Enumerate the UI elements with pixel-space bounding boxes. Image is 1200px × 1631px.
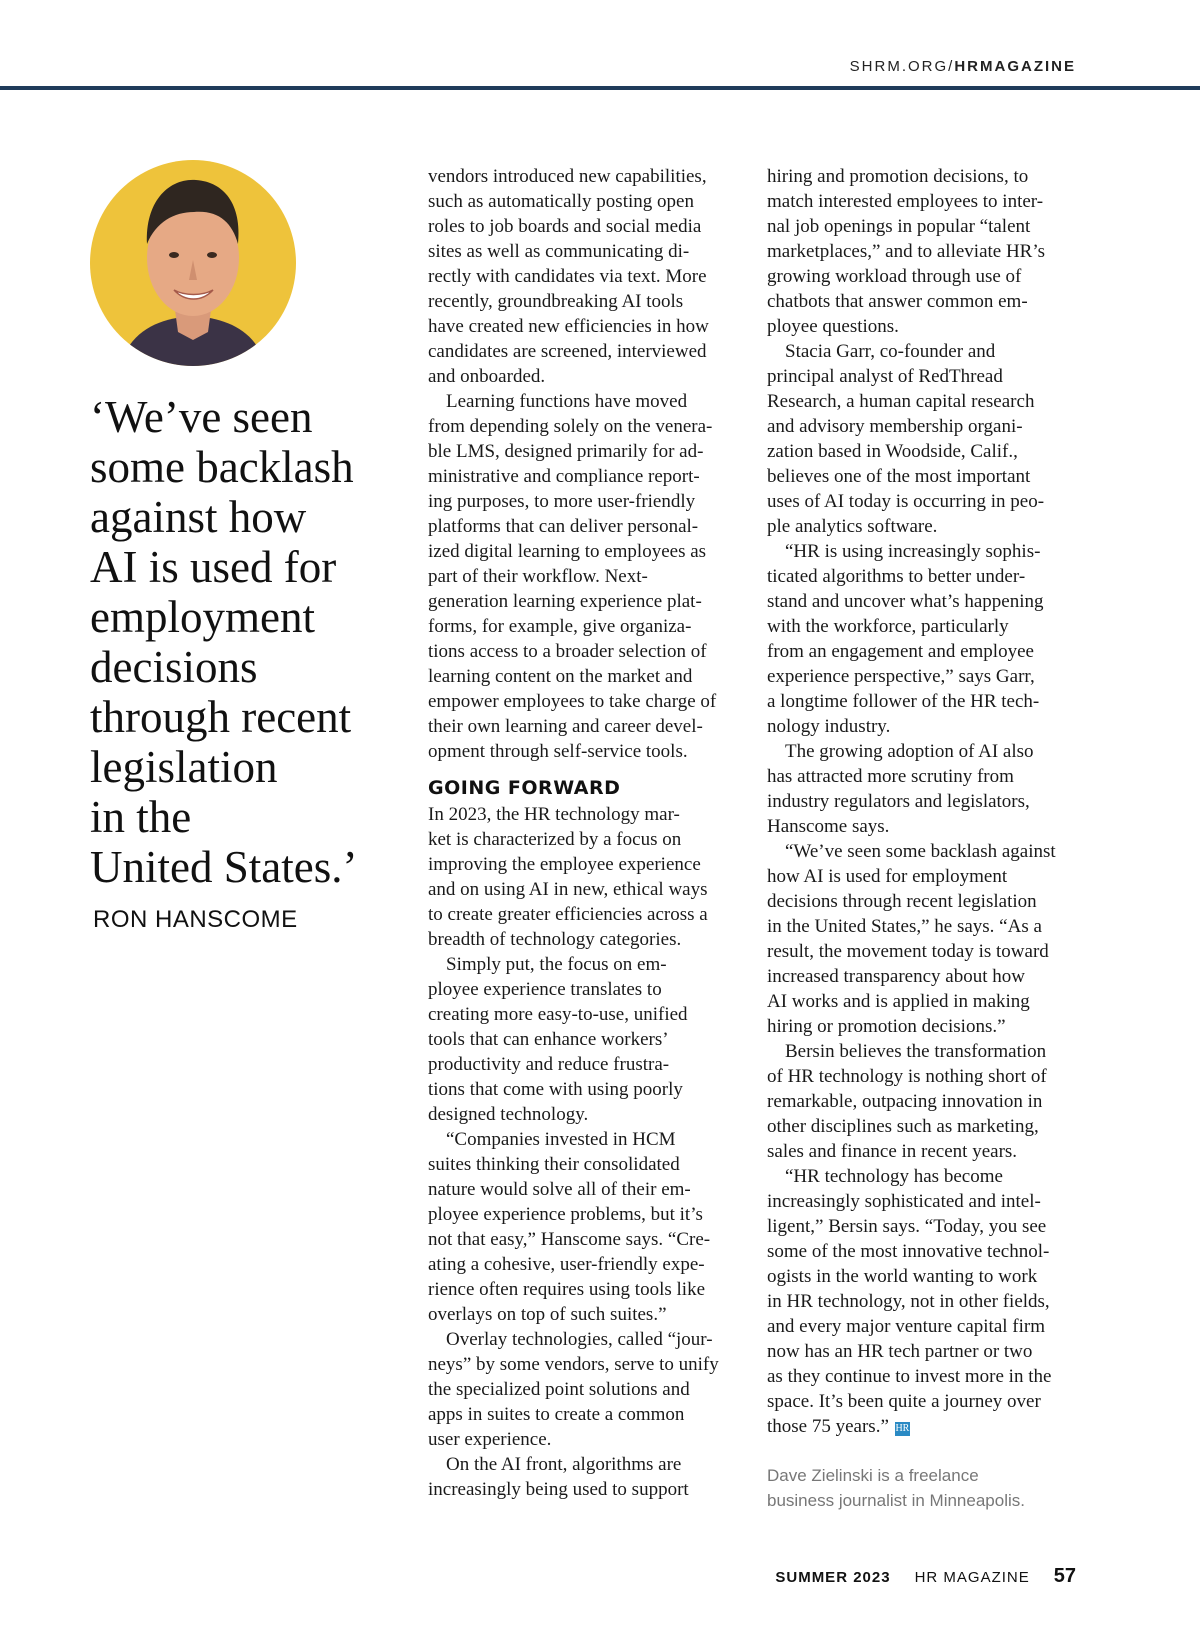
text-line: ployee experience translates to [428,979,662,1000]
text-line: ligent,” Bersin says. “Today, you see [767,1216,1047,1237]
bio-line: business journalist in Minneapolis. [767,1491,1025,1510]
text-line: roles to job boards and social media [428,216,702,237]
text-line: productivity and reduce frustra- [428,1054,670,1075]
text-line-last [767,1414,1085,1439]
paragraph [428,389,738,764]
text-line: neys” by some vendors, serve to unify [428,1354,719,1375]
text-line: “We’ve seen some backlash against [785,841,1056,862]
site-url-prefix: SHRM.ORG/ [849,58,955,75]
text-line: ble LMS, designed primarily for ad- [428,441,704,462]
text-line: ministrative and compliance report- [428,466,700,487]
pull-quote-line: in the [90,792,192,842]
text-line: Bersin believes the transformation [785,1041,1047,1062]
portrait-illustration [90,160,296,366]
text-line: overlays on top of such suites.” [428,1304,667,1325]
text-line: ployee questions. [767,316,899,337]
text-line: apps in suites to create a common [428,1404,685,1425]
text-line: other disciplines such as marketing, [767,1116,1039,1137]
pull-quote [90,392,380,892]
text-line: increasingly sophisticated and intel- [767,1191,1041,1212]
text-line: increasingly being used to support [428,1479,689,1500]
text-line: ized digital learning to employees as [428,541,707,562]
text-line: such as automatically posting open [428,191,694,212]
header-rule [0,86,1200,90]
text-line: suites thinking their consolidated [428,1154,680,1175]
text-line: The growing adoption of AI also [785,741,1034,762]
text-line: hiring or promotion decisions.” [767,1016,1006,1037]
text-line: designed technology. [428,1104,589,1125]
text-line: and every major venture capital firm [767,1316,1046,1337]
text-line: ticated algorithms to better under- [767,566,1026,587]
text-line: candidates are screened, interviewed [428,341,707,362]
section-heading: GOING FORWARD [428,777,621,799]
pull-quote-line: legislation [90,742,278,792]
paragraph [428,1452,738,1502]
paragraph [428,802,738,952]
text-line: now has an HR tech partner or two [767,1341,1033,1362]
text-line: ployee experience problems, but it’s [428,1204,703,1225]
text-line: has attracted more scrutiny from [767,766,1014,787]
text-line: In 2023, the HR technology mar- [428,804,680,825]
text-line: vendors introduced new capabilities, [428,166,707,187]
paragraph [767,1164,1085,1439]
text-line: creating more easy-to-use, unified [428,1004,688,1025]
pull-quote-line: AI is used for [90,542,337,592]
text-line: zation based in Woodside, Calif., [767,441,1018,462]
paragraph [428,1327,738,1452]
text-line: how AI is used for employment [767,866,1008,887]
text-line: result, the movement today is toward [767,941,1049,962]
paragraph [428,164,738,389]
text-line: a longtime follower of the HR tech- [767,691,1040,712]
text-line: in the United States,” he says. “As a [767,916,1042,937]
text-line: nal job openings in popular “talent [767,216,1031,237]
text-line: recently, groundbreaking AI tools [428,291,684,312]
text-line: believes one of the most important [767,466,1031,487]
article-column-1 [428,164,738,1502]
text-line: in HR technology, not in other fields, [767,1291,1050,1312]
paragraph [767,164,1085,339]
text-line: Stacia Garr, co-founder and [785,341,996,362]
text-line: platforms that can deliver personal- [428,516,699,537]
paragraph [767,739,1085,839]
text-line: tions access to a broader selection of [428,641,707,662]
text-line: their own learning and career devel- [428,716,703,737]
text-line: decisions through recent legislation [767,891,1037,912]
text-line: breadth of technology categories. [428,929,682,950]
text-line: marketplaces,” and to alleviate HR’s [767,241,1046,262]
page-footer [775,1565,1076,1588]
page-number: 57 [1053,1565,1076,1587]
pull-quote-line: employment [90,592,315,642]
footer-magazine: HR MAGAZINE [914,1569,1030,1586]
text-line: rectly with candidates via text. More [428,266,707,287]
text-line: rience often requires using tools like [428,1279,706,1300]
text-line: empower employees to take charge of [428,691,717,712]
hr-end-mark-icon: HR [895,1423,910,1434]
text-line: and onboarded. [428,366,546,387]
text-line: AI works and is applied in making [767,991,1030,1012]
text-line: generation learning experience plat- [428,591,702,612]
text-line: part of their workflow. Next- [428,566,648,587]
text-line: from depending solely on the venera- [428,416,713,437]
text-line: not that easy,” Hanscome says. “Cre- [428,1229,711,1250]
text-line: Overlay technologies, called “jour- [446,1329,713,1350]
text-line: hiring and promotion decisions, to [767,166,1029,187]
text-line: “HR technology has become [785,1166,1003,1187]
text-line: the specialized point solutions and [428,1379,690,1400]
site-url-bold: HRMAGAZINE [954,58,1076,75]
pull-quote-line: through recent [90,692,352,742]
text-line: experience perspective,” says Garr, [767,666,1035,687]
bio-line: Dave Zielinski is a freelance [767,1466,979,1485]
text-line: opment through self-service tools. [428,741,688,762]
text-line: sites as well as communicating di- [428,241,690,262]
article-column-2 [767,164,1085,1513]
text-line: stand and uncover what’s happening [767,591,1044,612]
pull-quote-line: some backlash [90,442,354,492]
pull-quote-attribution: RON HANSCOME [93,906,298,933]
text-line: ating a cohesive, user-friendly expe- [428,1254,705,1275]
text-line: learning content on the market and [428,666,693,687]
text-line: nature would solve all of their em- [428,1179,691,1200]
text-line: forms, for example, give organiza- [428,616,692,637]
text-line: ing purposes, to more user-friendly [428,491,696,512]
text-line: chatbots that answer common em- [767,291,1028,312]
paragraph [767,1039,1085,1164]
author-bio [767,1463,1085,1513]
text-line: tions that come with using poorly [428,1079,683,1100]
paragraph [767,339,1085,539]
text-line: some of the most innovative technol- [767,1241,1050,1262]
text-line: have created new efficiencies in how [428,316,709,337]
text-line: Learning functions have moved [446,391,688,412]
text-line: ogists in the world wanting to work [767,1266,1038,1287]
text-line: uses of AI today is occurring in peo- [767,491,1045,512]
text-line: and advisory membership organi- [767,416,1023,437]
text-line: match interested employees to inter- [767,191,1044,212]
text-line: improving the employee experience [428,854,701,875]
pull-quote-line: against how [90,492,307,542]
text-line: and on using AI in new, ethical ways [428,879,708,900]
text-line: Simply put, the focus on em- [446,954,667,975]
text-line: space. It’s been quite a journey over [767,1391,1041,1412]
paragraph [428,952,738,1127]
pull-quote-line: United States.’ [90,842,358,892]
paragraph [428,1127,738,1327]
footer-issue: SUMMER 2023 [775,1569,891,1586]
text-line: Hanscome says. [767,816,890,837]
text-line: On the AI front, algorithms are [446,1454,682,1475]
text-line: those 75 years.” [767,1416,889,1437]
text-line: with the workforce, particularly [767,616,1009,637]
text-line: ple analytics software. [767,516,938,537]
text-line: nology industry. [767,716,891,737]
text-line: to create greater efficiencies across a [428,904,708,925]
paragraph [767,839,1085,1039]
pull-quote-line: decisions [90,642,258,692]
text-line: user experience. [428,1429,552,1450]
paragraph [767,539,1085,739]
site-url[interactable] [850,58,1076,75]
text-line: remarkable, outpacing innovation in [767,1091,1043,1112]
author-photo [90,160,296,366]
text-line: ket is characterized by a focus on [428,829,682,850]
text-line: from an engagement and employee [767,641,1034,662]
text-line: growing workload through use of [767,266,1022,287]
text-line: of HR technology is nothing short of [767,1066,1047,1087]
text-line: Research, a human capital research [767,391,1035,412]
text-line: industry regulators and legislators, [767,791,1030,812]
text-line: sales and finance in recent years. [767,1141,1018,1162]
text-line: “Companies invested in HCM [446,1129,676,1150]
pull-quote-line: ‘We’ve seen [90,392,313,442]
text-line: increased transparency about how [767,966,1025,987]
text-line: tools that can enhance workers’ [428,1029,669,1050]
text-line: principal analyst of RedThread [767,366,1003,387]
text-line: “HR is using increasingly sophis- [785,541,1041,562]
text-line: as they continue to invest more in the [767,1366,1052,1387]
